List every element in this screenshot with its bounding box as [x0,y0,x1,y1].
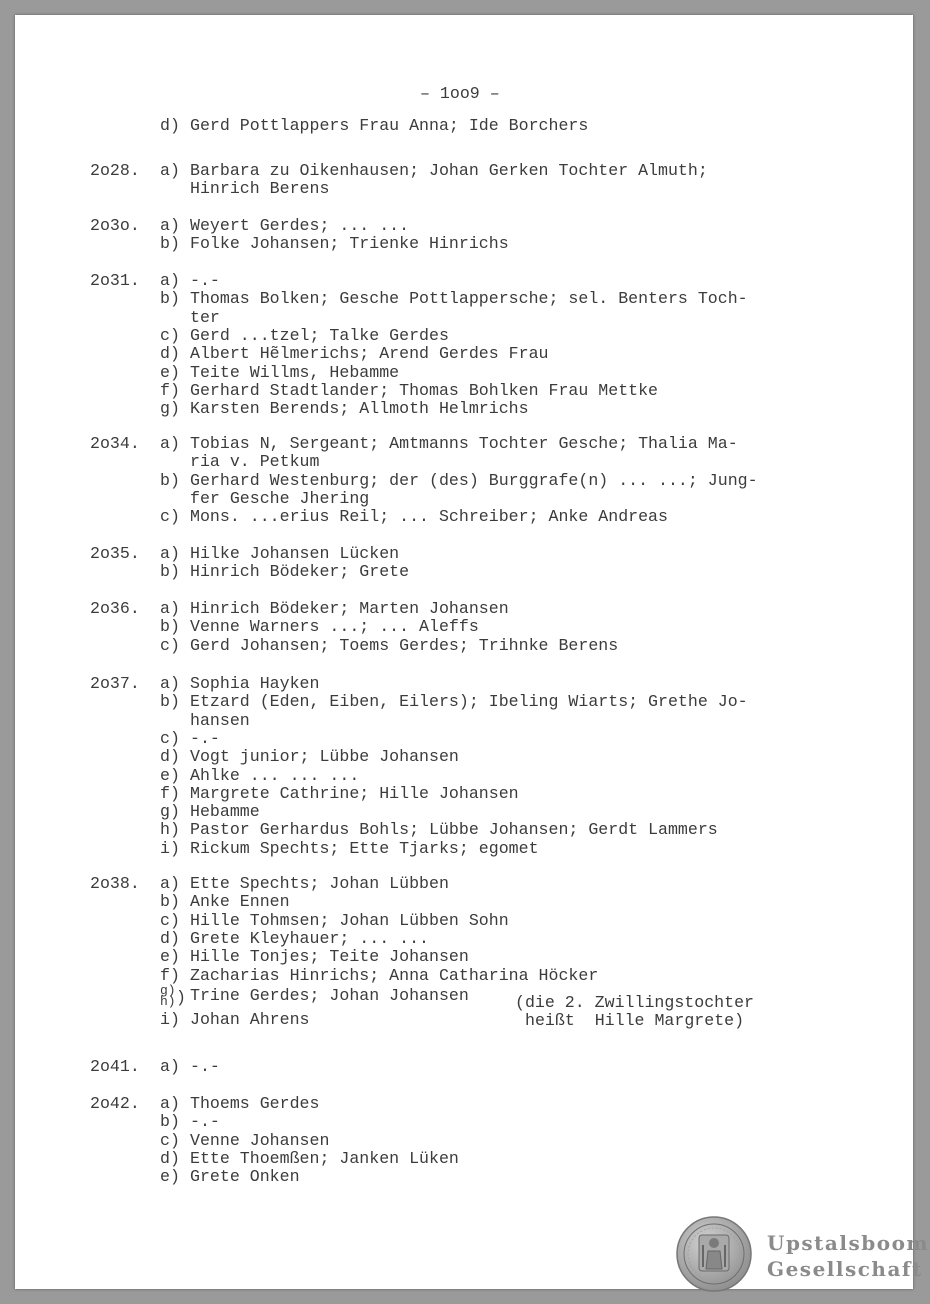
entry-line [160,162,708,180]
item-marker: g) [160,399,180,419]
twin-note-line2: heißt Hille Margrete) [525,1010,745,1030]
entry-line [160,930,429,948]
item-text: Zacharias Hinrichs; Anna Catharina Höcker [190,965,599,985]
item-text: -.- [190,728,220,748]
society-name-line1: Upstalsboom [767,1231,930,1255]
entry-line [160,618,479,636]
entry-line [160,180,329,198]
entry-line [160,912,509,930]
item-marker: c) [160,910,180,930]
item-marker: d) [160,1148,180,1168]
item-marker: i) [160,1009,180,1029]
item-text: Margrete Cathrine; Hille Johansen [190,783,519,803]
item-text: Grete Kleyhauer; ... ... [190,928,429,948]
item-text: Gerd ...tzel; Talke Gerdes [190,325,449,345]
item-text: Mons. ...erius Reil; ... Schreiber; Anke Andreas [190,507,668,527]
item-text: ria v. Petkum [190,452,320,472]
item-text: Hilke Johansen Lücken [190,544,400,563]
bracket: ) [176,987,186,1007]
item-text: Ette Spechts; Johan Lübben [190,874,449,893]
item-marker: e) [160,947,180,967]
item-marker: b) [160,892,180,912]
entry-line [160,821,718,839]
item-marker: d) [160,344,180,364]
entry-line [160,490,369,508]
entry-line [160,1095,319,1113]
entry-line [160,693,748,711]
entry-line [160,545,399,563]
item-text: Anke Ennen [190,892,290,912]
item-marker: b) [160,289,180,309]
item-marker: d) [160,747,180,767]
item-text: Albert Hẽlmerichs; Arend Gerdes Frau [190,344,549,364]
upstalsboom-seal-icon [675,1215,753,1293]
item-text: Vogt junior; Lübbe Johansen [190,747,459,767]
item-text: Pastor Gerhardus Bohls; Lübbe Johansen; Gerdt Lammers [190,820,718,840]
item-text: Weyert Gerdes; ... ... [190,216,410,235]
item-text: Barbara zu Oikenhausen; Johan Gerken Tochter Almuth; [190,161,708,180]
item-text: fer Gesche Jhering [190,488,370,508]
entry-line [160,1150,459,1168]
item-marker: a) [160,216,180,235]
item-text: Venne Warners ...; ... Aleffs [190,617,479,637]
item-marker: b) [160,692,180,712]
item-marker: c) [160,325,180,345]
entry-line [160,1168,300,1186]
entry-number: 2o38. [90,874,140,893]
item-text: Tobias N, Sergeant; Amtmanns Tochter Gesche; Thalia Ma- [190,434,738,453]
entry-number: 2o28. [90,161,140,180]
item-marker: e) [160,1167,180,1187]
entry-number: 2o42. [90,1094,140,1113]
item-marker: d) [160,928,180,948]
entry-line [160,1113,220,1131]
item-marker-h: h) [160,993,176,1009]
item-marker: b) [160,1112,180,1132]
entry-line [160,1132,329,1150]
item-marker: a) [160,674,180,693]
item-text: Hinrich Bödeker; Marten Johansen [190,599,509,618]
item-marker: f) [160,965,180,985]
entry-number: 2o41. [90,1057,140,1076]
entry-line [160,712,250,730]
item-text: Venne Johansen [190,1130,330,1150]
item-marker: i) [160,838,180,858]
entry-line [160,840,539,858]
item-marker: a) [160,544,180,563]
entry-line [160,730,220,748]
item-marker: a) [160,599,180,618]
footer-seal [675,1215,930,1295]
entry-number: 2o36. [90,599,140,618]
item-text: Gerd Johansen; Toems Gerdes; Trihnke Berens [190,635,619,655]
item-marker: c) [160,507,180,527]
item-marker: f) [160,783,180,803]
item-marker: b) [160,617,180,637]
item-text: Thomas Bolken; Gesche Pottlappersche; sel. Benters Toch- [190,289,748,309]
entry-line [160,767,359,785]
entry-line [160,893,290,911]
item-marker: a) [160,1094,180,1113]
entry-line [160,364,399,382]
entry-line [160,967,598,985]
item-marker: c) [160,728,180,748]
entry-number: 2o34. [90,434,140,453]
item-marker: a) [160,874,180,893]
item-marker-g: g) [160,982,176,998]
item-text: -.- [190,1057,220,1076]
item-text: Gerhard Westenburg; der (des) Burggrafe(n) ... ...; Jung- [190,470,758,490]
entry-line [160,435,738,453]
entry-line [160,327,449,345]
entry-line [160,875,449,893]
item-marker: d) [160,116,180,135]
item-text: Hille Tohmsen; Johan Lübben Sohn [190,910,509,930]
item-text: Ette Thoemßen; Janken Lüken [190,1148,459,1168]
page-number: – 1oo9 – [420,84,500,103]
item-text: Etzard (Eden, Eiben, Eilers); Ibeling Wiarts; Grethe Jo- [190,692,748,712]
entry-line [160,563,409,581]
item-text: -.- [190,1112,220,1132]
item-text: Hinrich Berens [190,179,330,199]
entry-line [160,290,748,308]
item-text: Teite Willms, Hebamme [190,362,400,382]
item-marker: a) [160,434,180,453]
item-text: Thoems Gerdes [190,1094,320,1113]
entry-line [160,400,529,418]
entry-number: 2o3o. [90,216,140,235]
item-text: Hille Tonjes; Teite Johansen [190,947,469,967]
item-marker: g) [160,802,180,822]
item-text: Folke Johansen; Trienke Hinrichs [190,234,509,254]
entry-number: 2o31. [90,271,140,290]
entry-line [160,803,260,821]
entry-line [160,345,548,363]
item-text: Sophia Hayken [190,674,320,693]
item-text: -.- [190,271,220,290]
entry-line [160,117,588,135]
entry-line [160,217,409,235]
item-marker: a) [160,271,180,290]
item-marker: b) [160,562,180,582]
item-text: Gerd Pottlappers Frau Anna; Ide Borchers [190,116,589,135]
item-marker: e) [160,362,180,382]
entry-line [160,309,220,327]
entry-number: 2o37. [90,674,140,693]
entry-line [160,382,658,400]
item-marker: a) [160,1057,180,1076]
item-text: Grete Onken [190,1167,300,1187]
item-text: Trine Gerdes; Johan Johansen [190,985,469,1005]
item-text: Ahlke ... ... ... [190,765,360,785]
twin-note-line1: (die 2. Zwillingstochter [515,992,754,1012]
item-marker: h) [160,820,180,840]
item-marker: a) [160,161,180,180]
entry-line [160,675,319,693]
entry-line [160,235,509,253]
entry-line [160,785,519,803]
item-marker: b) [160,470,180,490]
entry-number: 2o35. [90,544,140,563]
entry-line [160,272,220,290]
item-text: Johan Ahrens [190,1009,310,1029]
entry-line [160,453,319,471]
entry-line [160,508,668,526]
item-marker: c) [160,1130,180,1150]
item-text: ter [190,307,220,327]
item-text: Rickum Spechts; Ette Tjarks; egomet [190,838,539,858]
society-name-line2: Gesellschaft [767,1257,923,1281]
entry-line [160,748,459,766]
item-marker: e) [160,765,180,785]
item-text: hansen [190,710,250,730]
entry-line [160,472,758,490]
item-text: Hinrich Bödeker; Grete [190,562,410,582]
item-marker: b) [160,234,180,254]
item-marker: c) [160,635,180,655]
item-text: Gerhard Stadtlander; Thomas Bohlken Frau Mettke [190,380,659,400]
item-marker: f) [160,380,180,400]
entry-line [160,1058,220,1076]
item-text: Hebamme [190,802,260,822]
item-text: Karsten Berends; Allmoth Helmrichs [190,399,529,419]
entry-line [160,948,469,966]
entry-line [160,600,509,618]
entry-line [160,637,618,655]
document-page [15,15,930,1289]
